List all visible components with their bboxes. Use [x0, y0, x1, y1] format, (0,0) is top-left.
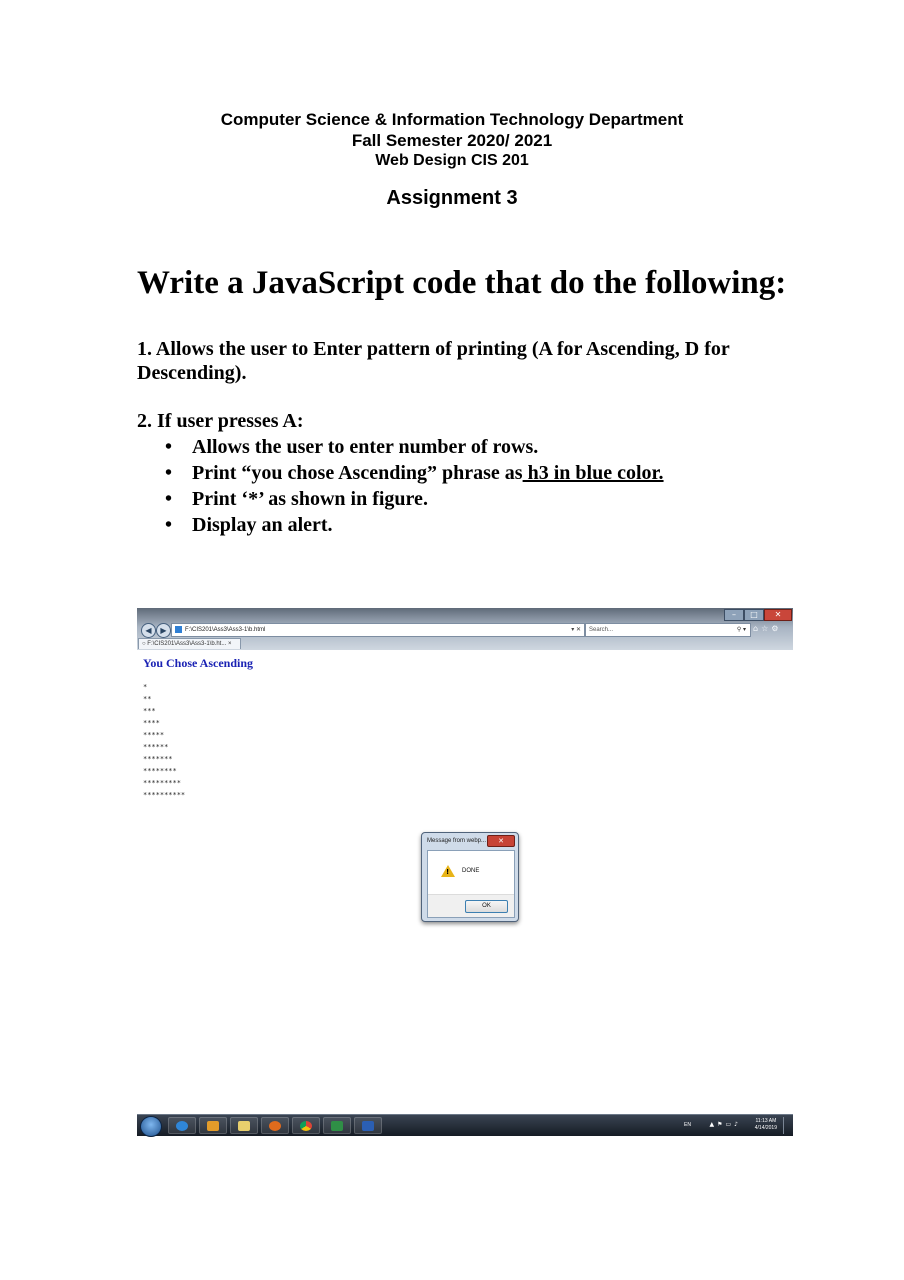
- alert-body: [427, 850, 515, 918]
- requirement-item: • Print “you chose Ascending” phrase as h3 in blue color.: [165, 462, 664, 484]
- network-icon[interactable]: ▭: [725, 1121, 735, 1128]
- settings-icon[interactable]: ⚙: [771, 624, 782, 633]
- step-2: 2. If user presses A:: [137, 410, 304, 432]
- bullet-icon: •: [165, 462, 173, 484]
- semester: Fall Semester 2020/ 2021: [351, 131, 553, 150]
- flag-icon[interactable]: ⚑: [717, 1121, 726, 1128]
- alert-footer: [428, 894, 514, 917]
- star-row: ***: [143, 707, 156, 715]
- requirement-item: • Allows the user to enter number of rows.: [165, 436, 539, 458]
- chrome-icon[interactable]: [292, 1117, 320, 1134]
- assignment-title: Assignment 3: [386, 187, 518, 209]
- toolbar-icons: [753, 623, 781, 635]
- window-controls: [724, 609, 792, 619]
- clock[interactable]: [755, 1118, 777, 1132]
- minimize-icon[interactable]: –: [724, 609, 744, 621]
- star-row: ********: [143, 767, 177, 775]
- alert-title: Message from webp...: [427, 838, 487, 844]
- media-player-icon[interactable]: [199, 1117, 227, 1134]
- home-icon[interactable]: ⌂: [753, 624, 762, 633]
- browser-page: [137, 650, 793, 800]
- department-name: Computer Science & Information Technology Department: [220, 110, 684, 129]
- alert-close-icon[interactable]: ✕: [487, 835, 515, 847]
- address-bar[interactable]: F:\CIS201\Ass3\Ass3-1\b.html ▾ ✕: [171, 623, 585, 637]
- bullet-icon: •: [165, 488, 173, 510]
- star-pattern: [143, 681, 185, 801]
- browser-tab[interactable]: ○ F:\CIS201\Ass3\Ass3-1\b.ht... ×: [138, 638, 241, 649]
- bullet-icon: •: [165, 436, 173, 458]
- star-row: *: [143, 683, 148, 691]
- search-icon[interactable]: ⚲ ▾: [736, 627, 746, 633]
- star-row: ******: [143, 743, 169, 751]
- file-explorer-icon[interactable]: [230, 1117, 258, 1134]
- page-icon: [175, 626, 182, 633]
- language-indicator[interactable]: EN: [684, 1122, 691, 1128]
- browser-toolbar: [137, 608, 793, 650]
- maximize-icon[interactable]: □: [744, 609, 764, 621]
- clock-date: 4/14/2019: [754, 1125, 777, 1131]
- show-hidden-icon[interactable]: ▲: [709, 1121, 718, 1128]
- star-row: ****: [143, 719, 160, 727]
- star-row: *****: [143, 731, 165, 739]
- bullet-icon: •: [165, 514, 173, 536]
- ascending-heading: You Chose Ascending: [143, 656, 254, 670]
- alert-message: DONE: [462, 868, 480, 874]
- start-button[interactable]: [140, 1116, 162, 1137]
- requirement-list: [137, 434, 664, 538]
- word-icon[interactable]: [354, 1117, 382, 1134]
- favorites-icon[interactable]: ☆: [761, 624, 772, 633]
- show-desktop-button[interactable]: [783, 1117, 789, 1134]
- tray-icons: [709, 1121, 741, 1128]
- step-1: 1. Allows the user to Enter pattern of printing (A for Ascending, D for Descending).: [137, 338, 730, 384]
- task-title: Write a JavaScript code that do the following:: [137, 265, 787, 301]
- star-row: **********: [143, 791, 186, 799]
- underlined-requirement: h3 in blue color.: [522, 462, 664, 484]
- search-box[interactable]: Search... ⚲ ▾: [585, 623, 751, 637]
- course-name: Web Design CIS 201: [375, 152, 529, 169]
- excel-icon[interactable]: [323, 1117, 351, 1134]
- clock-time: 11:13 AM: [755, 1118, 777, 1124]
- close-icon[interactable]: ✕: [764, 609, 792, 621]
- taskbar: [137, 1114, 793, 1136]
- star-row: *******: [143, 755, 173, 763]
- firefox-icon[interactable]: [261, 1117, 289, 1134]
- requirement-item: • Display an alert.: [165, 514, 333, 536]
- requirement-item: • Print ‘*’ as shown in figure.: [165, 488, 428, 510]
- volume-icon[interactable]: ♪: [734, 1121, 741, 1128]
- ok-button[interactable]: OK: [465, 900, 508, 913]
- forward-button[interactable]: ▶: [156, 623, 171, 638]
- stop-icon[interactable]: ▾ ✕: [571, 627, 581, 633]
- warning-mark: !: [446, 868, 450, 876]
- star-row: *********: [143, 779, 181, 787]
- alert-dialog: [421, 832, 519, 922]
- star-row: **: [143, 695, 152, 703]
- internet-explorer-icon[interactable]: [168, 1117, 196, 1134]
- back-button[interactable]: ◀: [141, 623, 156, 638]
